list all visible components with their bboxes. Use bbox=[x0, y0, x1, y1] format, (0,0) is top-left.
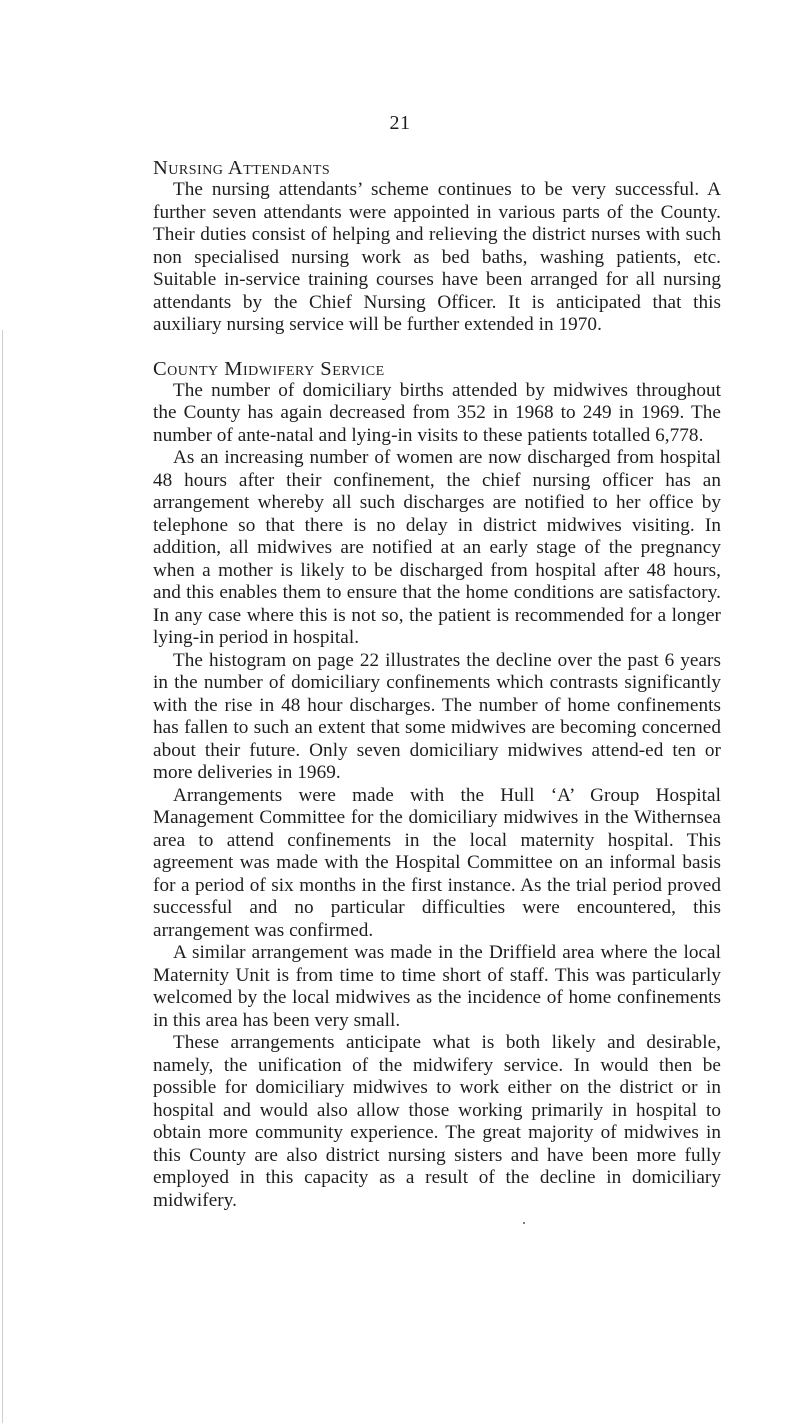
section-heading: County Midwifery Service bbox=[153, 357, 385, 380]
paragraph: The histogram on page 22 illustrates the decline over the past 6 years in the number of domiciliary confinements which contrasts significantly with the rise in 48 hour discharges. The number of home confinements has fallen to such an extent that some midwives are becoming concerned about their future. Only seven domiciliary midwives attend-ed ten or more deliveries in 1969. bbox=[153, 649, 721, 783]
section-county-midwifery-service bbox=[153, 358, 721, 1213]
paragraph: A similar arrangement was made in the Driffield area where the local Maternity Unit is from time to time short of staff. This was particularly welcomed by the local midwives as the incidence of home confinements in this area has been very small. bbox=[153, 942, 721, 1031]
page-number: 21 bbox=[389, 112, 411, 134]
section-nursing-attendants bbox=[153, 157, 721, 337]
scan-edge-line bbox=[2, 330, 3, 1423]
paragraph: These arrangements anticipate what is both likely and desirable, namely, the unification of the midwifery service. In would then be possible for domiciliary midwives to work either on the district or in hospital and would also allow those working primarily in hospital to obtain more community experience. The great majority of midwives in this County are also district nursing sisters and have been more fully employed in this capacity as a result of the decline in domiciliary midwifery. bbox=[153, 1032, 721, 1211]
paragraph: Arrangements were made with the Hull ‘A’ Group Hospital Management Committee for the domiciliary midwives in the Withernsea area to attend confinements in the local maternity hospital. This agreement was made with the Hospital Committee on an informal basis for a period of six months in the first instance. As the trial period proved successful and no particular difficulties were encountered, this arrangement was confirmed. bbox=[153, 784, 721, 941]
scan-speck bbox=[523, 1222, 525, 1224]
page-content bbox=[153, 157, 721, 1233]
paragraph: As an increasing number of women are now discharged from hospital 48 hours after their confinement, the chief nursing officer has an arrangement whereby all such discharges are notified to her office by telephone so that there is no delay in district midwives visiting. In addition, all midwives are notified at an early stage of the pregnancy when a mother is likely to be discharged from hospital after 48 hours, and this enables them to ensure that the home conditions are satisfactory. In any case where this is not so, the patient is recommended for a longer lying-in period in hospital. bbox=[153, 447, 721, 648]
paragraph: The nursing attendants’ scheme continues to be very successful. A further seven attendants were appointed in various parts of the County. Their duties consist of helping and relieving the district nurses with such non specialised nursing work as bed baths, washing patients, etc. Suitable in-service training courses have been arranged for all nursing attendants by the Chief Nursing Officer. It is anticipated that this auxiliary nursing service will be further extended in 1970. bbox=[153, 179, 721, 335]
section-heading: Nursing Attendants bbox=[153, 157, 331, 179]
paragraph: The number of domiciliary births attended by midwives throughout the County has again decreased from 352 in 1968 to 249 in 1969. The number of ante-natal and lying-in visits to these patients totalled 6,778. bbox=[153, 379, 721, 446]
